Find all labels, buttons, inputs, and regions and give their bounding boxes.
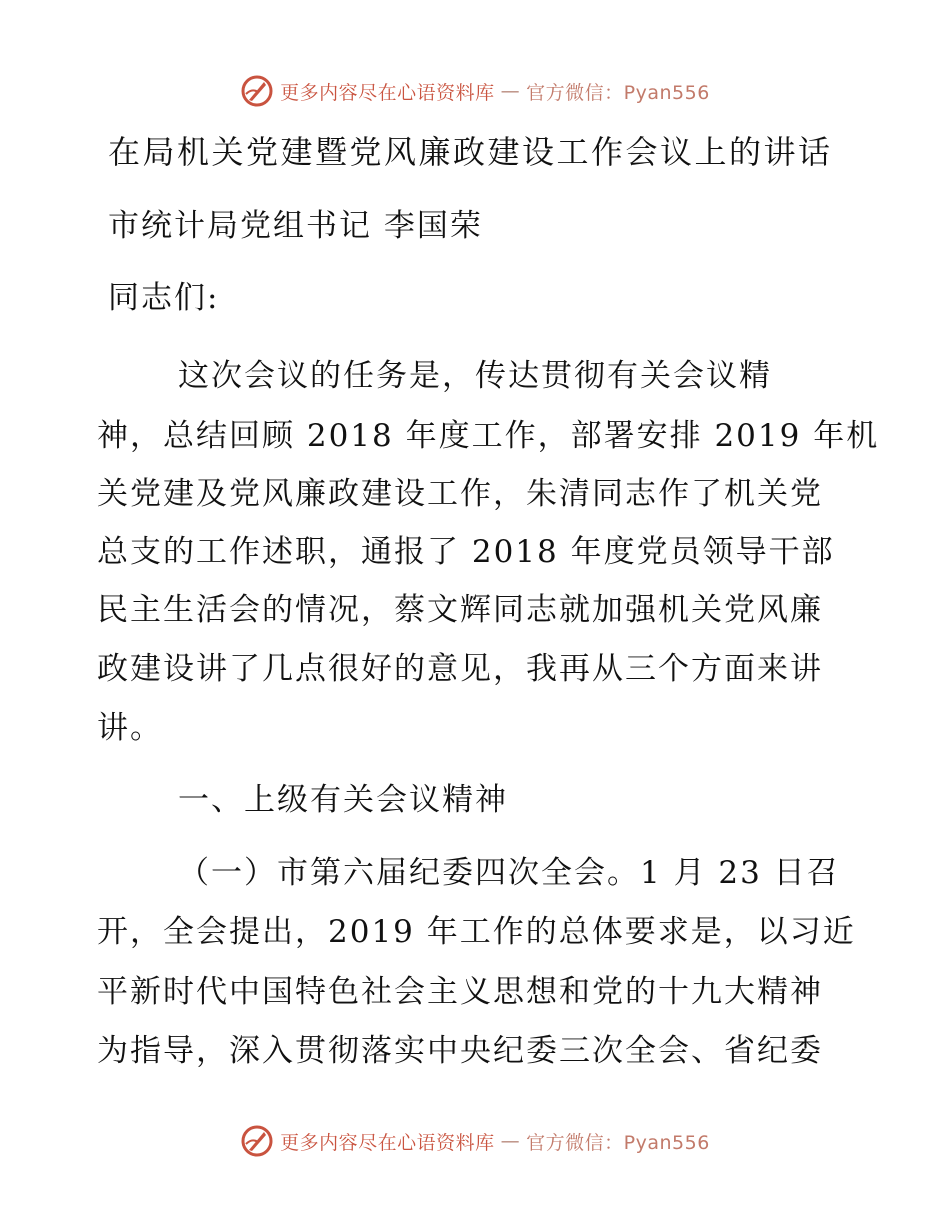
- paragraph-line: 平新时代中国特色社会主义思想和党的十九大精神: [97, 974, 823, 1010]
- paragraph-line: 民主生活会的情况，蔡文辉同志就加强机关党风廉: [97, 592, 823, 628]
- watermark-separator: —: [500, 80, 521, 102]
- paragraph-line: 这次会议的任务是，传达贯彻有关会议精: [178, 358, 772, 394]
- watermark-wechat: 官方微信：Pyan556: [526, 81, 710, 104]
- watermark-brand: 更多内容尽在心语资料库: [280, 81, 495, 104]
- greeting: 同志们:: [108, 280, 220, 316]
- quill-logo-icon: [240, 1124, 274, 1158]
- paragraph-line: 神，总结回顾 2018 年度工作，部署安排 2019 年机: [97, 418, 880, 454]
- document-title: 在局机关党建暨党风廉政建设工作会议上的讲话: [108, 133, 833, 171]
- footer-watermark: [0, 1124, 950, 1162]
- document-author: 市统计局党组书记 李国荣: [108, 208, 483, 244]
- watermark-separator: —: [500, 1130, 521, 1152]
- paragraph-line: 讲。: [97, 710, 163, 746]
- paragraph-line: 关党建及党风廉政建设工作，朱清同志作了机关党: [97, 476, 823, 512]
- paragraph-line: 开，全会提出，2019 年工作的总体要求是，以习近: [97, 914, 856, 950]
- paragraph-line: 总支的工作述职，通报了 2018 年度党员领导干部: [97, 534, 835, 570]
- watermark-brand: 更多内容尽在心语资料库: [280, 1131, 495, 1154]
- header-watermark: [0, 74, 950, 112]
- paragraph-line: 政建设讲了几点很好的意见，我再从三个方面来讲: [97, 651, 823, 687]
- paragraph-line: 为指导，深入贯彻落实中央纪委三次全会、省纪委: [97, 1033, 823, 1069]
- quill-logo-icon: [240, 74, 274, 108]
- watermark-wechat: 官方微信：Pyan556: [526, 1131, 710, 1154]
- paragraph-line: （一）市第六届纪委四次全会。1 月 23 日召: [178, 855, 840, 891]
- section-heading: 一、上级有关会议精神: [178, 782, 508, 818]
